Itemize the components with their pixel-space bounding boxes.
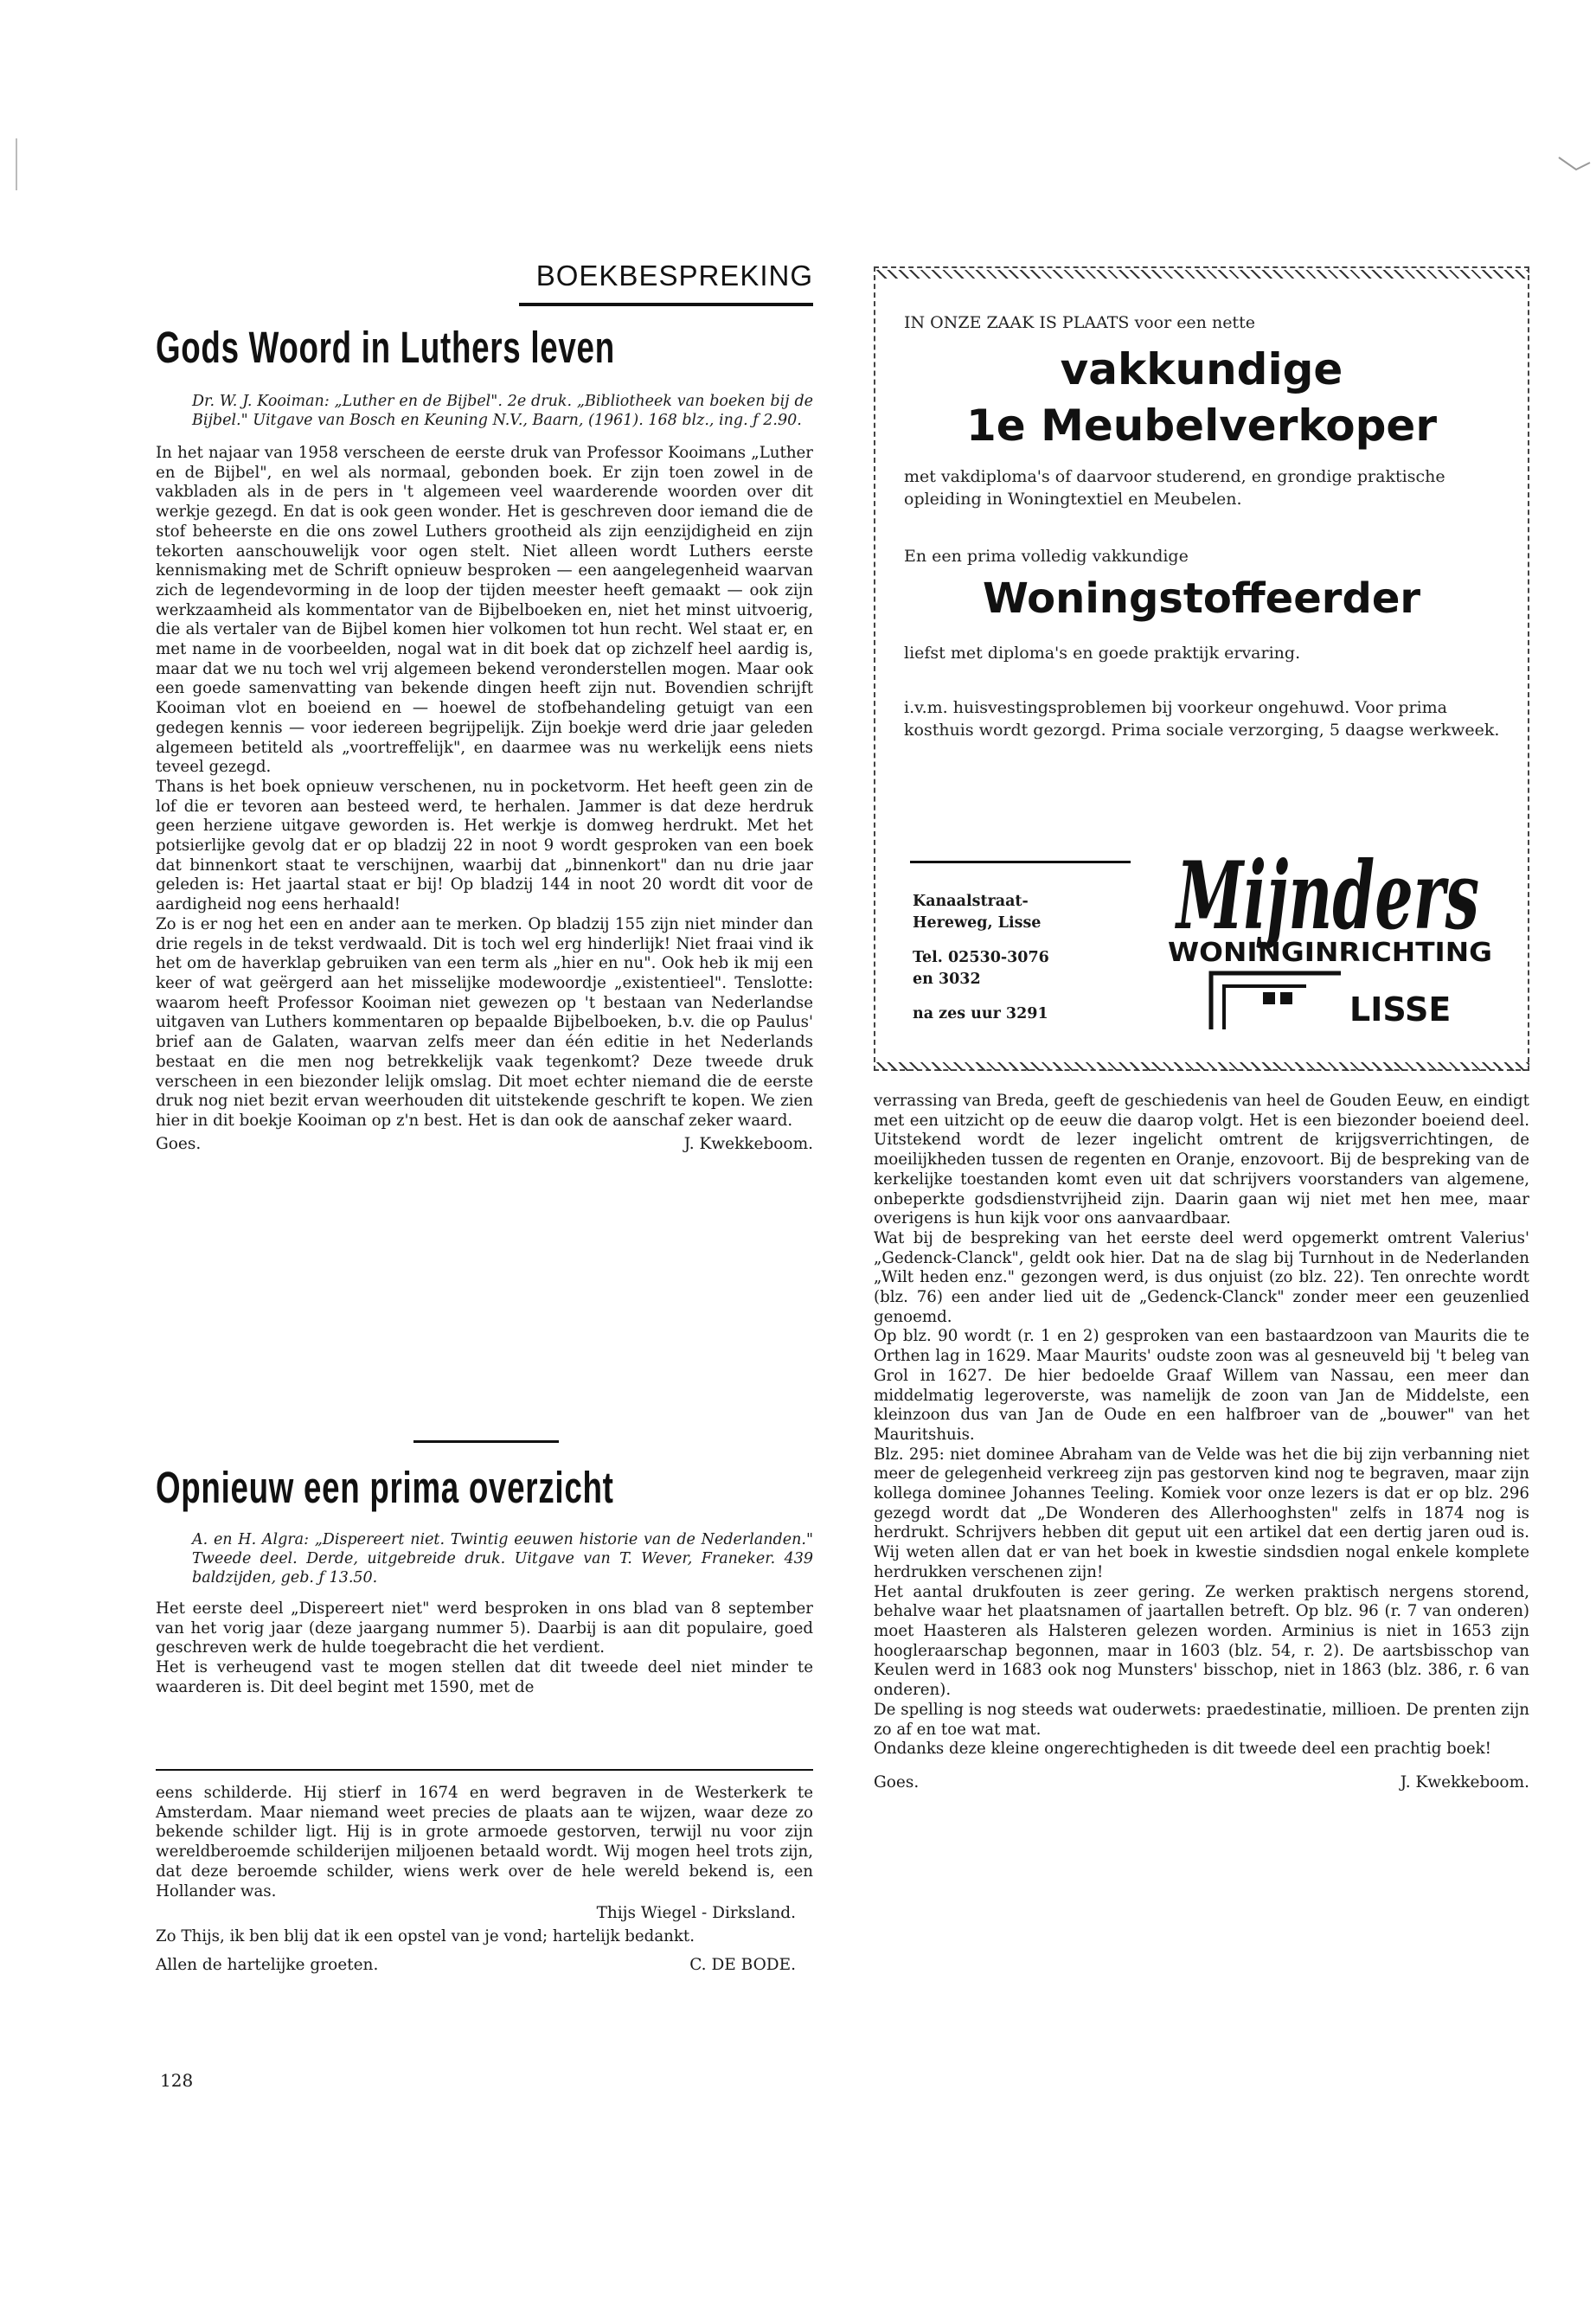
logo-city: LISSE	[1349, 990, 1452, 1029]
ad-contact-rule	[910, 861, 1131, 863]
review-luther-place: Goes.	[156, 1134, 202, 1153]
review-algra-continued	[874, 1092, 1529, 1791]
review-algra-citation: A. en H. Algra: „Dispereert niet. Twintig eeuwen historie van de Nederlanden." Tweede deel. Derde, uitgebreide druk. Uitgave van T. Wever, Franeker. 439 baldzijden, geb. ƒ 13.50.	[192, 1531, 813, 1586]
scan-corner-mark	[1557, 156, 1592, 190]
review-algra-place: Goes.	[874, 1772, 920, 1791]
review-luther-headline: Gods Woord in Luthers leven	[156, 323, 615, 372]
ad-requirements-2: liefst met diploma's en goede praktijk ervaring.	[904, 644, 1301, 663]
letter-greeting: Allen de hartelijke groeten.	[156, 1955, 379, 1974]
ad-intro: IN ONZE ZAAK IS PLAATS voor een nette	[904, 313, 1255, 332]
letter-reply: Zo Thijs, ik ben blij dat ik een opstel van je vond; hartelijk bedankt.	[156, 1927, 695, 1946]
review-algra-body-left: Het eerste deel „Dispereert niet" werd besproken in ons blad van 8 september van het vorig jaar (deze jaargang nummer 5). Daarbij is aan dit populaire, goed geschreven werk de hulde toegebracht die het verdient. Het is verheugend vast te mogen stellen dat dit tweede deel niet minder te waarderen is. Dit deel begint met 1590, met de	[156, 1599, 813, 1696]
ad-address: Kanaalstraat- Hereweg, Lisse	[913, 893, 1042, 932]
column-rule	[156, 1769, 813, 1771]
ad-bottom-border	[874, 1062, 1529, 1071]
review-luther-signature	[156, 1135, 813, 1153]
ad-title-line1: vakkundige	[1060, 344, 1343, 394]
logo-name: Mijnders	[1174, 842, 1479, 951]
ad-evening-phone: na zes uur 3291	[913, 1005, 1048, 1022]
review-luther	[156, 322, 813, 1153]
review-algra-signature	[874, 1773, 1529, 1791]
logo-subtitle: WONINGINRICHTING	[1168, 938, 1492, 968]
review-algra-author: J. Kwekkeboom.	[1400, 1772, 1529, 1791]
letter-signature: Thijs Wiegel - Dirksland.	[596, 1904, 796, 1923]
page-number: 128	[160, 2070, 194, 2091]
ad-housing: i.v.m. huisvestingsproblemen bij voorkeur ongehuwd. Voor prima kosthuis wordt gezorgd. Prima sociale verzorging, 5 daagse werkweek.	[904, 698, 1500, 740]
letter-closing	[156, 1956, 813, 1974]
review-separator	[413, 1440, 559, 1443]
review-luther-body: In het najaar van 1958 verscheen de eerste druk van Professor Kooimans „Luther en de Bijbel", en wel als normaal, gebonden boek. Er zijn toen zowel in de vakbladen als in de pers in 't algemeen veel waarderende woorden over dit werkje gezegd. En dat is ook geen wonder. Het is geschreven door iemand die de stof beheerste en die ons zowel Luthers grootheid als zijn eenzijdigheid en zijn tekorten aanschouwelijk voor ogen stelt. Niet alleen wordt Luthers eerste kennismaking met de Schrift opnieuw besproken — een aangelegenheid waarvan zich de legendevorming in de loop der tijden meester heeft gemaakt — ook zijn werkzaamheid als kommentator van de Bijbelboeken en, niet het minst uitvoerig, die als vertaler van de Bijbel komen hier volkomen tot hun recht. Wel staat er, en met name in de voorbeelden, nogal wat in dit boek dat op zichzelf heel aardig is, maar dat we nu toch wel vrij algemeen bekend veronderstellen mogen. Maar ook een goede samenvatting van bekende dingen heeft zijn nut. Bovendien schrijft Kooiman vlot en boeiend en — hoewel de stofbehandeling getuigt van een gedegen kennis — voor iedereen begrijpelijk. Zijn boekje werd drie jaar geleden algemeen betiteld als „voortreffelijk", en daarmee was nu werkelijk eens niets teveel gezegd. Thans is het boek opnieuw verschenen, nu in pocketvorm. Het heeft geen zin de lof die er tevoren aan besteed werd, te herhalen. Jammer is dat deze herdruk geen herziene uitgave geworden is. Het werkje is domweg herdrukt. Met het potsierlijke gevolg dat er op bladzij 22 in noot 9 wordt gesproken van een boek dat binnenkort staat te verschijnen, waarbij dat „binnenkort" dan nu drie jaar geleden is: Het jaartal staat er bij! Op bladzij 144 in noot 20 wordt dit voor de aardigheid nog eens herhaald! Zo is er nog het een en ander aan te merken. Op bladzij 155 zijn niet minder dan drie regels in de tekst verdwaald. Dit is toch wel erg hinderlijk! Niet fraai vind ik het om de haverklap gebruiken van een term als „hier en nu". Ook heb ik mij een keer of wat geërgerd aan het misselijke modewoordje „existentieel". Tenslotte: waarom heeft Professor Kooiman niet gewezen op 't bestaan van Nederlandse uitgaven van Luthers kommentaren op bepaalde Bijbelboeken, b.v. die op Paulus' brief aan de Galaten, waarvan zelfs meer dan één editie in het Nederlands bestaat en die men nog betrekkelijk vaak tegenkomt? Deze tweede druk verscheen in een biezonder lelijk omslag. Dit moet echter niemand die de eerste druk nog niet bezit ervan weerhouden dit uitstekende geschrift te kopen. We zien hier in dit boekje Kooiman op z'n best. Het is dan ook de aanschaf zeker waard.	[156, 444, 813, 1130]
review-algra	[156, 1462, 813, 1698]
section-rule	[519, 303, 813, 306]
scan-margin-mark	[16, 138, 17, 190]
letter-section	[156, 1784, 813, 1974]
section-label: BOEKBESPREKING	[535, 260, 813, 292]
ad-title-line2: 1e Meubelverkoper	[966, 401, 1437, 451]
review-algra-headline: Opnieuw een prima overzicht	[156, 1463, 614, 1512]
mijnders-logo	[1168, 826, 1492, 1034]
review-algra-body-right: verrassing van Breda, geeft de geschiedenis van heel de Gouden Eeuw, en eindigt met een uitzicht op de eeuw die daarop volgt. Het is een biezonder boeiend deel. Uitstekend wordt de lezer ingelicht omtrent de krijgsverrichtingen, de moeilijkheden tussen de regenten en Oranje, enzovoort. Bij de bespreking van de kerkelijke toestanden komt even uit dat schrijvers voorstanders van algemene, onbeperkte godsdienstvrijheid zijn. Daarin gaan wij niet met hen mee, maar overigens is hun kijk voor ons aanvaardbaar. Wat bij de bespreking van het eerste deel werd opgemerkt omtrent Valerius' „Gedenck-Clanck", geldt ook hier. Dat na de slag bij Turnhout in de Nederlanden „Wilt heden enz." gezongen werd, is dus onjuist (zo blz. 22). Ten onrechte wordt (blz. 76) een ander lied uit de „Gedenck-Clanck" zonder meer een geuzenlied genoemd. Op blz. 90 wordt (r. 1 en 2) gesproken van een bastaardzoon van Maurits die te Orthen lag in 1629. Maar Maurits' oudste zoon was al gesneuveld bij 't beleg van Grol in 1627. De hier bedoelde Graaf Willem van Nassau, een meer dan middelmatig legeroverste, was namelijk de zoon van Jan de Middelste, een kleinzoon dus van Jan de Oude en een halfbroer van de „bouwer" van het Mauritshuis. Blz. 295: niet dominee Abraham van de Velde was het die bij zijn verbanning niet meer de gelegenheid verkreeg zijn pas gestorven kind nog te begraven, maar zijn kollega dominee Johannes Teeling. Komiek voor onze lezers is dat er op blz. 296 gezegd wordt dat „De Wonderen des Allerhooghsten" zelfs in 1874 nog is herdrukt. Schrijvers hebben dit geput uit een artikel dat een dertig jaren oud is. Wij weten allen dat er van het boek in kwestie sindsdien nogal enkele komplete herdrukken verschenen zijn! Het aantal drukfouten is zeer gering. Ze werken praktisch nergens storend, behalve waar het plaatsnamen of jaartallen betreft. Op blz. 96 (r. 7 van onderen) moet Haasteren als Halsteren gelezen worden. Arminius is niet in 1653 zijn hoogleraarschap begonnen, maar in 1603 (blz. 54, r. 2). De aartsbisschop van Keulen werd in 1683 ook nog Munsters' bisschop, niet in 1863 (blz. 386, r. 6 van onderen). De spelling is nog steeds wat ouderwets: praedestinatie, millioen. De prenten zijn zo af en toe wat mat. Ondanks deze kleine ongerechtigheden is dit tweede deel een prachtig boek!	[874, 1092, 1529, 1759]
letter-body: eens schilderde. Hij stierf in 1674 en werd begraven in de Westerkerk te Amsterdam. Maar niemand weet precies de plaats aan te wijzen, waar deze zo bekende schilder ligt. Hij is in grote armoede gestorven, terwijl nu voor zijn wereldberoemde schilderijen miljoenen betaald wordt. Wij mogen heel trots zijn, dat deze beroemde schilder, wiens werk over de hele wereld bekend is, een Hollander was.	[156, 1784, 813, 1900]
ad-intro-2: En een prima volledig vakkundige	[904, 547, 1189, 566]
ad-requirements-1: met vakdiploma's of daarvoor studerend, en grondige praktische opleiding in Woningtextiel en Meubelen.	[904, 467, 1445, 509]
letter-editor: C. DE BODE.	[689, 1955, 796, 1974]
ad-title-2: Woningstoffeerder	[982, 574, 1421, 623]
review-luther-author: J. Kwekkeboom.	[683, 1134, 813, 1153]
review-luther-citation: Dr. W. J. Kooiman: „Luther en de Bijbel". 2e druk. „Bibliotheek van boeken bij de Bijbel." Uitgave van Bosch en Keuning N.V., Baarn, (1961). 168 blz., ing. ƒ 2.90.	[192, 393, 813, 429]
ad-phone: Tel. 02530-3076 en 3032	[913, 949, 1049, 988]
